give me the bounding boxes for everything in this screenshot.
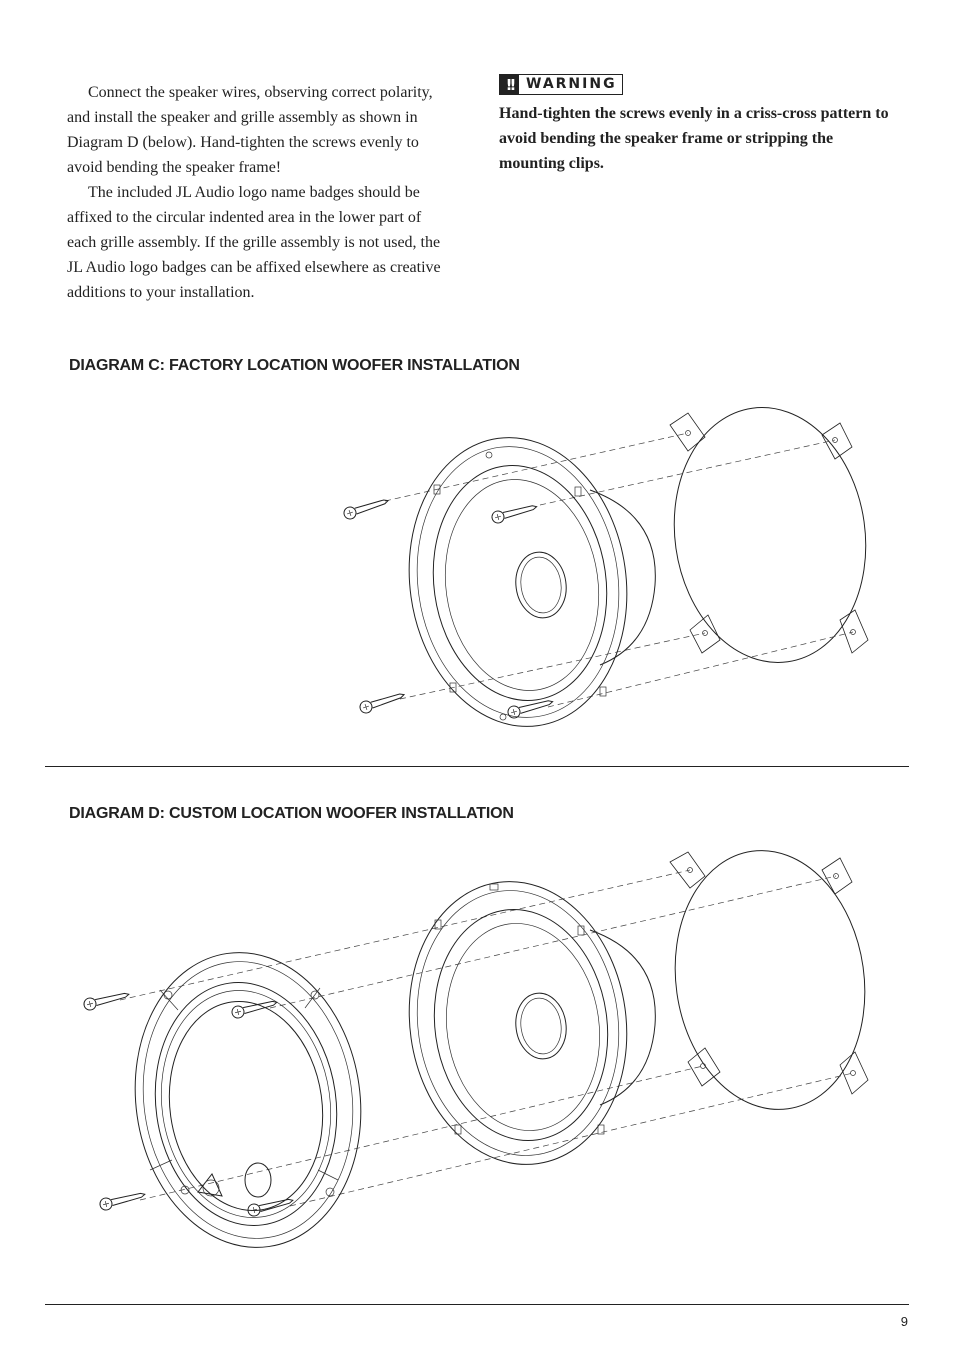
footer-divider (45, 1304, 909, 1305)
body-paragraph-2: The included JL Audio logo name badges should be affixed to the circular indented area in the lower part of each grille assembly. If the grille assembly is not used, the JL Audio logo badges can be affixed elsewhere as creative additions to your installation. (67, 184, 441, 301)
woofer (391, 867, 655, 1178)
diagram-c-title: DIAGRAM C: FACTORY LOCATION WOOFER INSTALLATION (69, 357, 520, 374)
body-text-column (67, 80, 447, 305)
body-paragraph-1: Connect the speaker wires, observing correct polarity, and install the speaker and grille assembly as shown in Diagram D (below). Hand-tighten the screws evenly to avoid bending the speaker frame! (67, 84, 433, 176)
alignment-lines (120, 870, 853, 1206)
alignment-lines (385, 433, 853, 707)
diagram-d-illustration (0, 840, 954, 1260)
woofer (391, 423, 655, 740)
warning-label: WARNING (526, 76, 617, 92)
mounting-cutout (658, 395, 882, 675)
mounting-cutout (659, 840, 881, 1122)
screw-group (83, 989, 295, 1218)
warning-badge (499, 74, 623, 95)
warning-box (499, 74, 889, 176)
section-divider (45, 766, 909, 767)
diagram-d-title: DIAGRAM D: CUSTOM LOCATION WOOFER INSTALLATION (69, 805, 514, 822)
diagram-c-illustration (0, 395, 954, 755)
double-exclamation-icon: !! (500, 75, 519, 94)
warning-text: Hand-tighten the screws evenly in a criss-cross pattern to avoid bending the speaker frame or stripping the mounting clips. (499, 105, 889, 172)
page-number: 9 (900, 1314, 908, 1329)
